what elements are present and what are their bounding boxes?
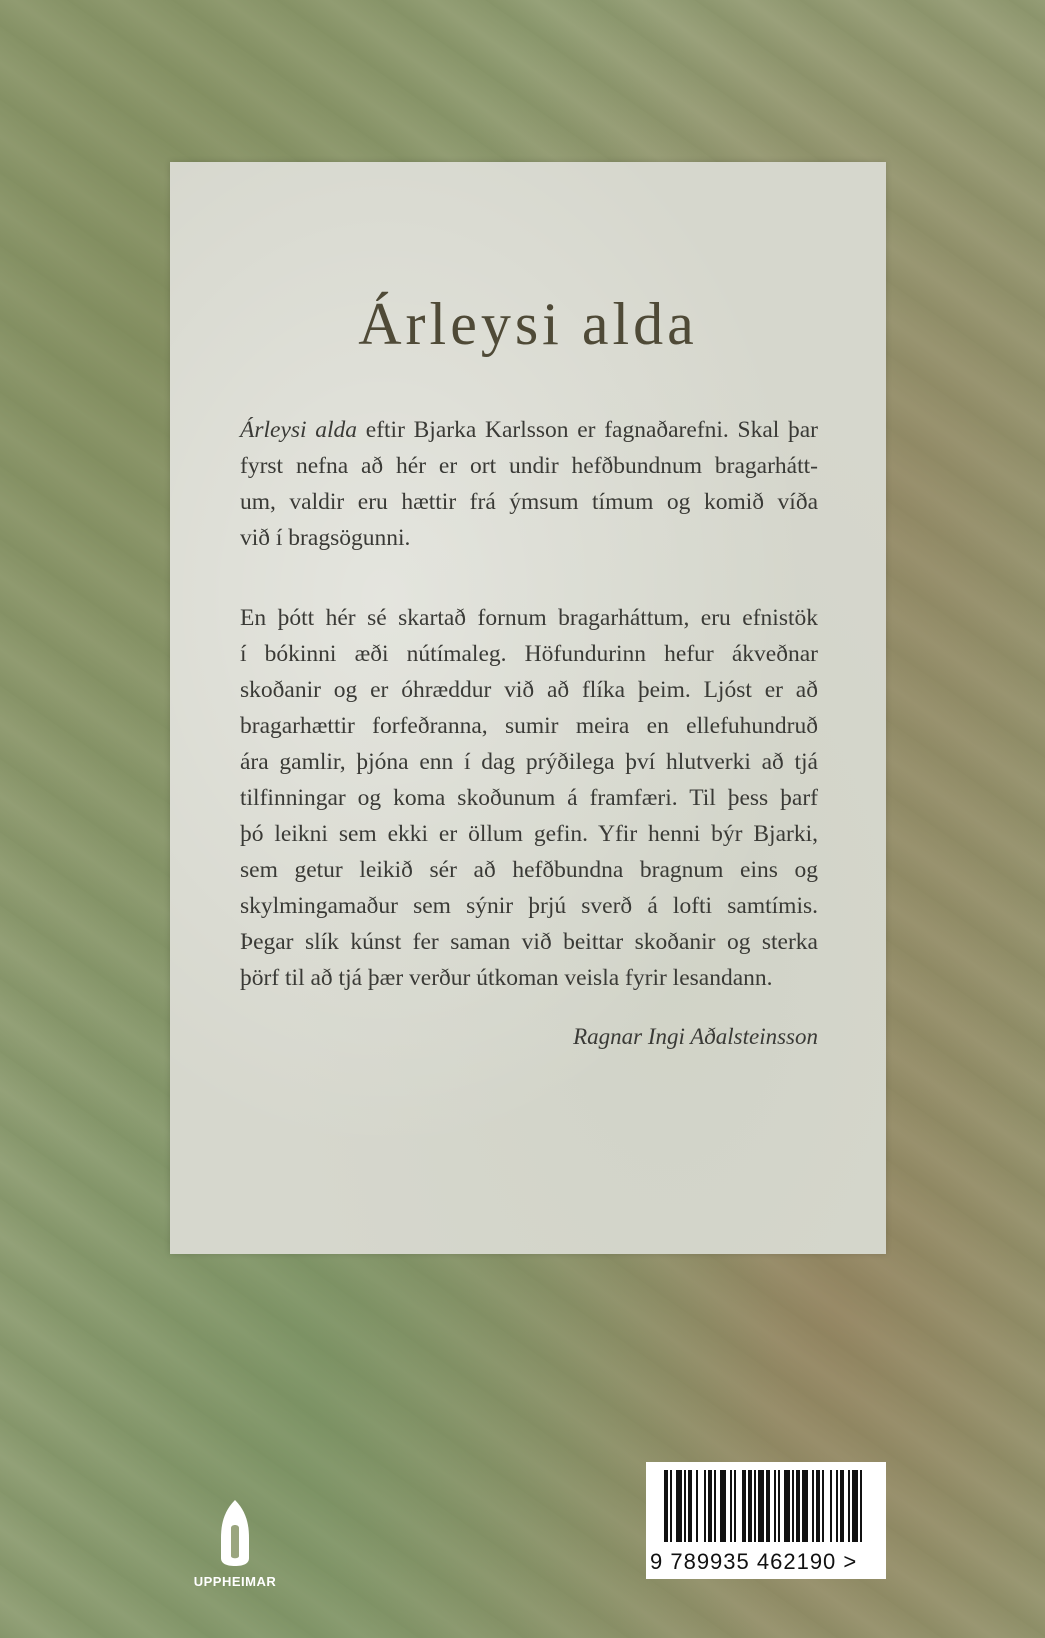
barcode-bar xyxy=(758,1470,764,1542)
barcode-bar xyxy=(664,1470,668,1542)
barcode-bar xyxy=(840,1470,844,1542)
barcode-bar xyxy=(748,1470,752,1542)
isbn-barcode xyxy=(646,1462,886,1579)
barcode-bar xyxy=(860,1470,862,1542)
blurb-line: En þótt hér sé skartað fornum bragarháttum, eru efnistök xyxy=(240,605,818,631)
publisher-name: UPPHEIMAR xyxy=(193,1574,277,1589)
barcode-bar xyxy=(696,1470,698,1542)
blurb-paragraph-2 xyxy=(240,600,818,996)
back-cover-panel xyxy=(170,162,886,1254)
blurb-line: við í bragsögunni. xyxy=(240,525,411,551)
blurb-line: þó leikni sem ekki er öllum gefin. Yfir henni býr Bjarki, xyxy=(240,821,818,847)
barcode-bar xyxy=(778,1470,780,1542)
barcode-bar xyxy=(792,1470,794,1542)
blurb-line: sem getur leikið sér að hefðbundna bragnum eins og xyxy=(240,857,818,883)
blurb-line: þörf til að tjá þær verður útkoman veisla fyrir lesandann. xyxy=(240,965,773,991)
barcode-bar xyxy=(754,1470,756,1542)
isbn-number: 9 789935 462190 > xyxy=(650,1549,858,1574)
blurb-line: fyrst nefna að hér er ort undir hefðbundnum bragarhátt- xyxy=(240,453,818,479)
blurb-line: Árleysi alda eftir Bjarka Karlsson er fagnaðarefni. Skal þar xyxy=(240,417,818,443)
barcode-bar xyxy=(784,1470,790,1542)
title-reference: Árleysi alda xyxy=(240,417,358,443)
barcode-bar xyxy=(720,1470,726,1542)
review-author: Ragnar Ingi Aðalsteinsson xyxy=(573,1024,818,1049)
barcode-bar xyxy=(676,1470,682,1542)
publisher-logo xyxy=(170,1498,300,1589)
barcode-bars xyxy=(646,1462,886,1548)
barcode-bar xyxy=(848,1470,850,1542)
barcode-bar xyxy=(796,1470,800,1542)
blurb-line: skylmingamaður sem sýnir þrjú sverð á lofti samtímis. xyxy=(240,893,818,919)
barcode-bar xyxy=(822,1470,824,1542)
barcode-bar xyxy=(704,1470,706,1542)
barcode-bar xyxy=(816,1470,820,1542)
blurb-paragraph-1 xyxy=(240,412,818,556)
barcode-bar xyxy=(684,1470,686,1542)
barcode-bar xyxy=(688,1470,692,1542)
barcode-bar xyxy=(774,1470,776,1542)
blurb-line: Þegar slík kúnst fer saman við beittar skoðanir og sterka xyxy=(240,929,818,955)
barcode-bar xyxy=(830,1470,832,1542)
barcode-bar xyxy=(730,1470,732,1542)
book-title: Árleysi alda xyxy=(358,291,698,357)
barcode-bar xyxy=(802,1470,808,1542)
barcode-bar xyxy=(714,1470,716,1542)
barcode-bar xyxy=(742,1470,746,1542)
blurb-line: skoðanir og er óhræddur við að flíka þeim. Ljóst er að xyxy=(240,677,818,703)
barcode-bar xyxy=(708,1470,712,1542)
barcode-bar xyxy=(734,1470,736,1542)
blurb-line: um, valdir eru hættir frá ýmsum tímum og komið víða xyxy=(240,489,818,515)
barcode-arrow: > xyxy=(843,1549,858,1574)
publisher-logo-icon xyxy=(215,1498,255,1568)
barcode-bar xyxy=(766,1470,770,1542)
blurb-line: tilfinningar og koma skoðunum á framfæri. Til þess þarf xyxy=(240,785,818,811)
barcode-bar xyxy=(836,1470,838,1542)
blurb-line: bragarhættir forfeðranna, sumir meira en ellefuhundruð xyxy=(240,713,818,739)
blurb-line: í bókinni æði nútímaleg. Höfundurinn hefur ákveðnar xyxy=(240,641,818,667)
blurb-line: ára gamlir, þjóna enn í dag prýðilega því hlutverki að tjá xyxy=(240,749,818,775)
barcode-bar xyxy=(670,1470,672,1542)
barcode-bar xyxy=(852,1470,858,1542)
barcode-bar xyxy=(812,1470,814,1542)
